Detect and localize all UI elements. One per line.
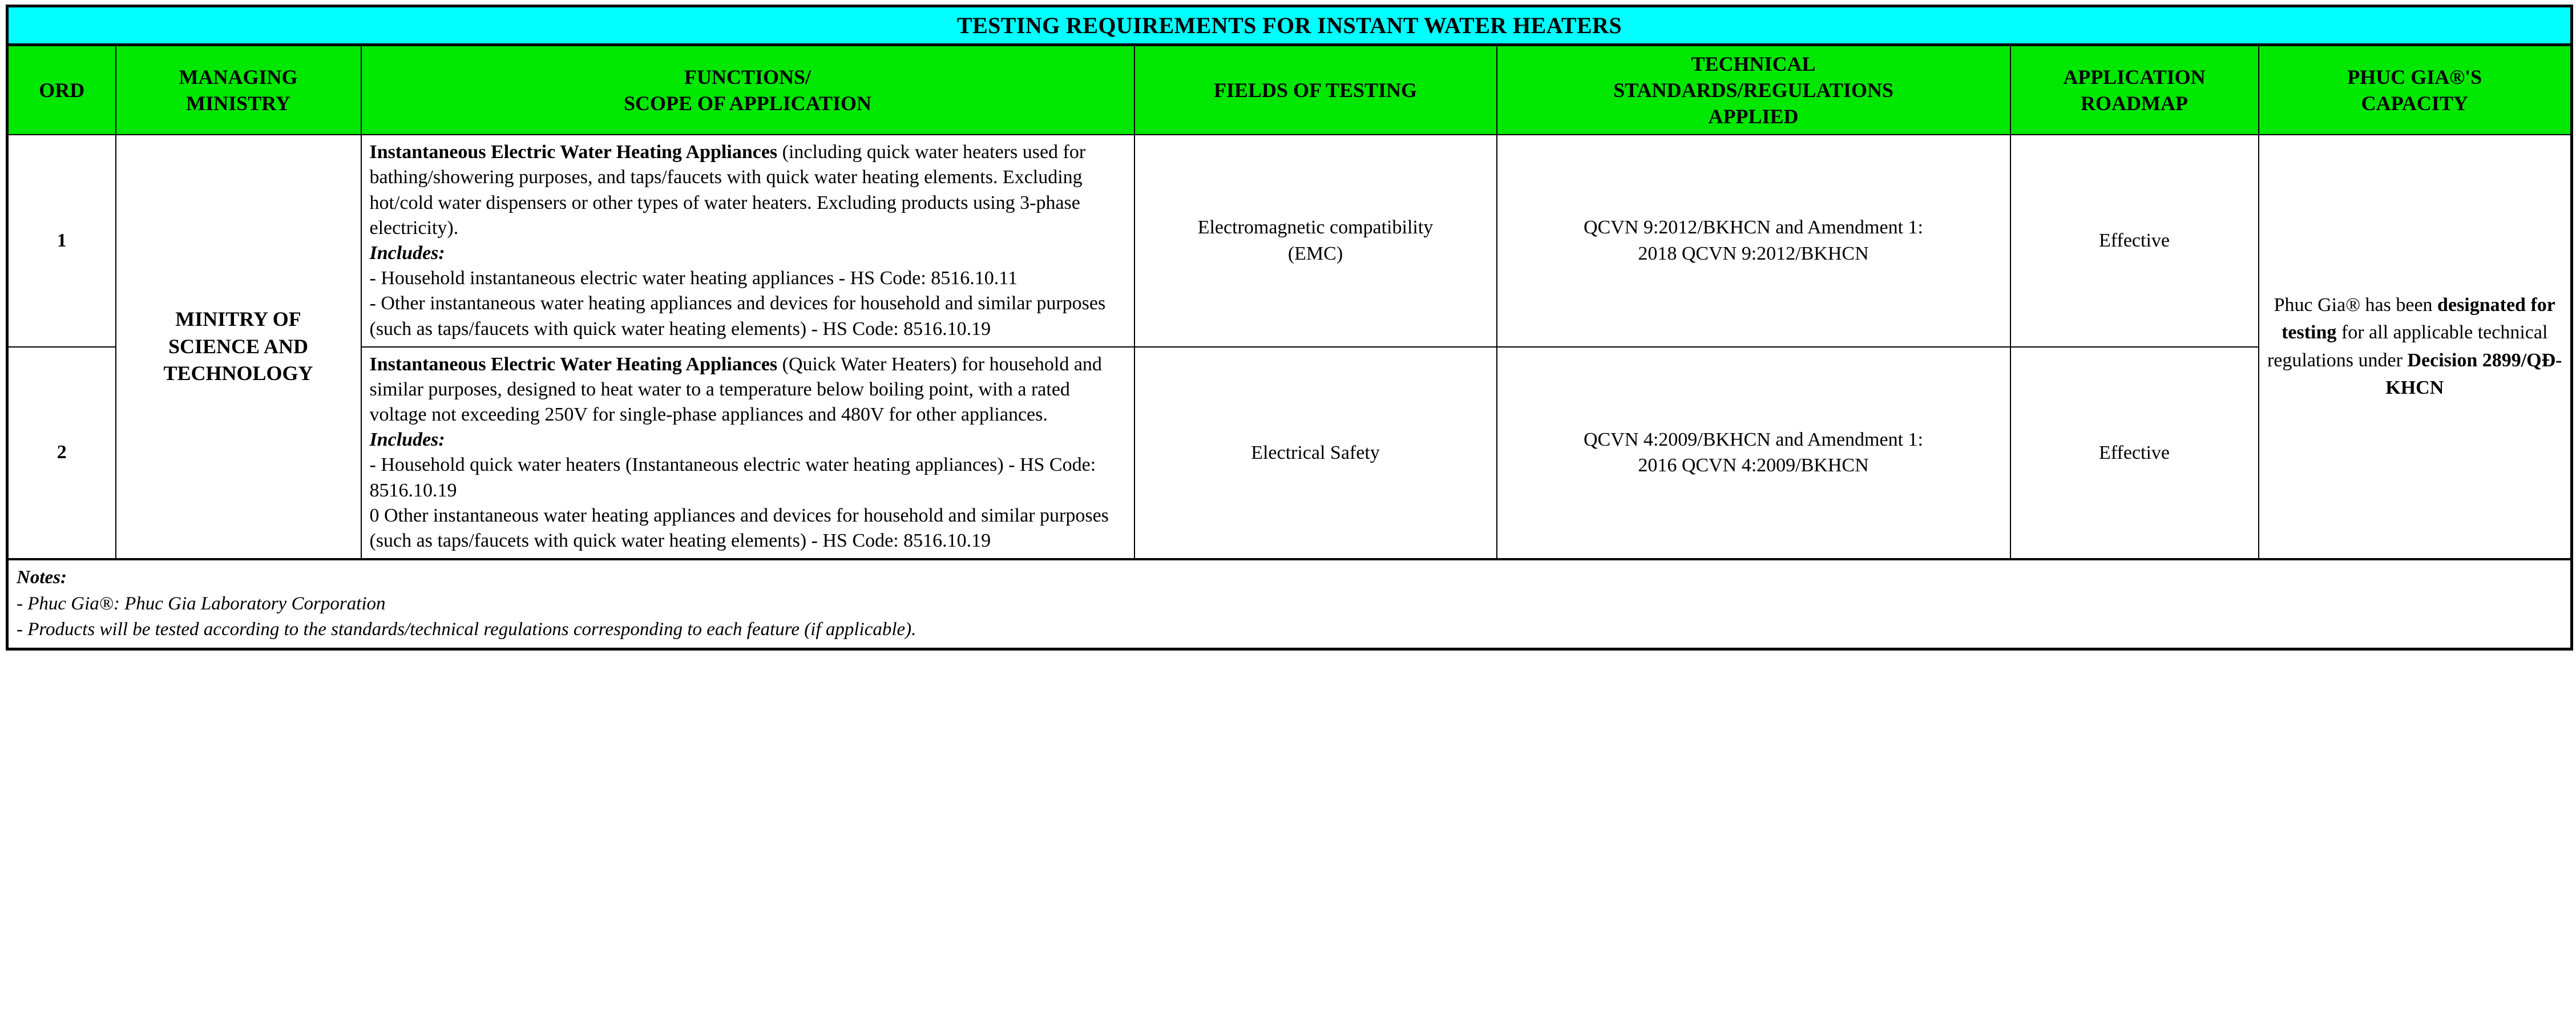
scope-2-lead-rest: (Quick Water Heaters) for household and similar purposes, designed to heat water to a temperature below boiling point, with a rated voltage not exceeding 250V for single-phase appliances and 480V for other appliances. xyxy=(369,353,1102,426)
scope-2-includes-label: Includes: xyxy=(369,429,445,451)
notes-row xyxy=(7,559,2572,649)
column-header-fields-of-testing xyxy=(1134,45,1497,135)
notes-line-1: - Phuc Gia®: Phuc Gia Laboratory Corporation xyxy=(17,593,386,614)
scope-1-item-1: - Household instantaneous electric water heating appliances - HS Code: 8516.10.11 xyxy=(369,268,1018,289)
header-row xyxy=(7,45,2572,135)
cell-technical-standard-1 xyxy=(1497,135,2010,347)
header-standards-line2: STANDARDS/REGULATIONS xyxy=(1613,79,1893,102)
cell-application-roadmap-2: Effective xyxy=(2010,347,2259,560)
notes-heading: Notes: xyxy=(17,567,67,588)
field-1-line-1: Electromagnetic compatibility xyxy=(1197,217,1434,239)
scope-1-lead-bold: Instantaneous Electric Water Heating Appliances xyxy=(369,142,778,163)
cell-field-of-testing-1 xyxy=(1134,135,1497,347)
title-row xyxy=(7,6,2572,45)
cell-scope-1 xyxy=(361,135,1134,347)
header-functions-line2: SCOPE OF APPLICATION xyxy=(623,92,872,115)
cell-field-of-testing-2 xyxy=(1134,347,1497,560)
cell-ord-2: 2 xyxy=(7,347,116,560)
capacity-text-bold-1: designated for testing xyxy=(2282,294,2555,344)
header-roadmap-line2: ROADMAP xyxy=(2081,92,2188,115)
cell-phuc-gia-capacity xyxy=(2259,135,2572,559)
scope-1-item-2: - Other instantaneous water heating appliances and devices for household and similar purposes (such as taps/faucets with quick water heating elements) - HS Code: 8516.10.19 xyxy=(369,293,1106,340)
standard-2-line-2: 2016 QCVN 4:2009/BKHCN xyxy=(1638,455,1869,476)
cell-application-roadmap-1: Effective xyxy=(2010,135,2259,347)
standard-1-line-2: 2018 QCVN 9:2012/BKHCN xyxy=(1638,243,1869,264)
header-roadmap-line1: APPLICATION xyxy=(2063,66,2206,89)
standard-2-line-1: QCVN 4:2009/BKHCN and Amendment 1: xyxy=(1584,429,1923,450)
header-capacity-line2: CAPACITY xyxy=(2361,92,2468,115)
field-2-line-1: Electrical Safety xyxy=(1251,442,1380,463)
header-fields-label: FIELDS OF TESTING xyxy=(1213,79,1418,102)
ministry-line-2: SCIENCE AND xyxy=(168,334,309,358)
column-header-functions-scope xyxy=(361,45,1134,135)
column-header-ord xyxy=(7,45,116,135)
standard-1-line-1: QCVN 9:2012/BKHCN and Amendment 1: xyxy=(1584,217,1923,239)
table-row xyxy=(7,135,2572,347)
column-header-phuc-gia-capacity xyxy=(2259,45,2572,135)
ministry-line-1: MINITRY OF xyxy=(175,308,301,331)
testing-requirements-table xyxy=(6,5,2573,651)
notes-section xyxy=(7,559,2572,649)
cell-technical-standard-2 xyxy=(1497,347,2010,560)
notes-line-2: - Products will be tested according to the standards/technical regulations corresponding to each feature (if applicable). xyxy=(17,619,916,640)
ministry-line-3: TECHNOLOGY xyxy=(163,362,313,385)
scope-2-item-2: 0 Other instantaneous water heating appliances and devices for household and similar purposes (such as taps/faucets with quick water heating elements) - HS Code: 8516.10.19 xyxy=(369,504,1109,552)
header-ministry-line1: MANAGING xyxy=(179,66,298,89)
header-capacity-line1: PHUC GIA®'S xyxy=(2347,66,2482,89)
header-standards-line3: APPLIED xyxy=(1708,105,1799,128)
header-ord-label: ORD xyxy=(39,79,85,102)
capacity-text-part-2: for all applicable technical regulations under xyxy=(2267,322,2548,371)
field-1-line-2: (EMC) xyxy=(1287,243,1343,264)
capacity-text-part-1: Phuc Gia® has been xyxy=(2274,294,2438,316)
scope-2-lead xyxy=(370,352,1126,428)
table-row xyxy=(7,347,2572,560)
header-functions-line1: FUNCTIONS/ xyxy=(684,66,811,89)
table-title: TESTING REQUIREMENTS FOR INSTANT WATER HEATERS xyxy=(7,6,2572,45)
cell-scope-2 xyxy=(361,347,1134,560)
column-header-application-roadmap xyxy=(2010,45,2259,135)
scope-1-includes-label: Includes: xyxy=(369,242,445,264)
scope-1-lead xyxy=(370,140,1126,241)
cell-ord-1: 1 xyxy=(7,135,116,347)
scope-2-item-1: - Household quick water heaters (Instantaneous electric water heating appliances) - HS Code: 8516.10.19 xyxy=(369,454,1096,501)
column-header-managing-ministry xyxy=(116,45,361,135)
header-standards-line1: TECHNICAL xyxy=(1691,52,1816,75)
capacity-text-bold-2: Decision 2899/QĐ-KHCN xyxy=(2385,349,2562,398)
column-header-technical-standards xyxy=(1497,45,2010,135)
cell-managing-ministry xyxy=(116,135,361,559)
scope-1-lead-rest: (including quick water heaters used for bathing/showering purposes, and taps/faucets with quick water heating elements. Excluding hot/cold water dispensers or other types of water heaters. Excluding products using 3-phase electricity). xyxy=(369,142,1086,239)
header-ministry-line2: MINISTRY xyxy=(186,92,290,115)
scope-2-lead-bold: Instantaneous Electric Water Heating Appliances xyxy=(369,353,778,375)
